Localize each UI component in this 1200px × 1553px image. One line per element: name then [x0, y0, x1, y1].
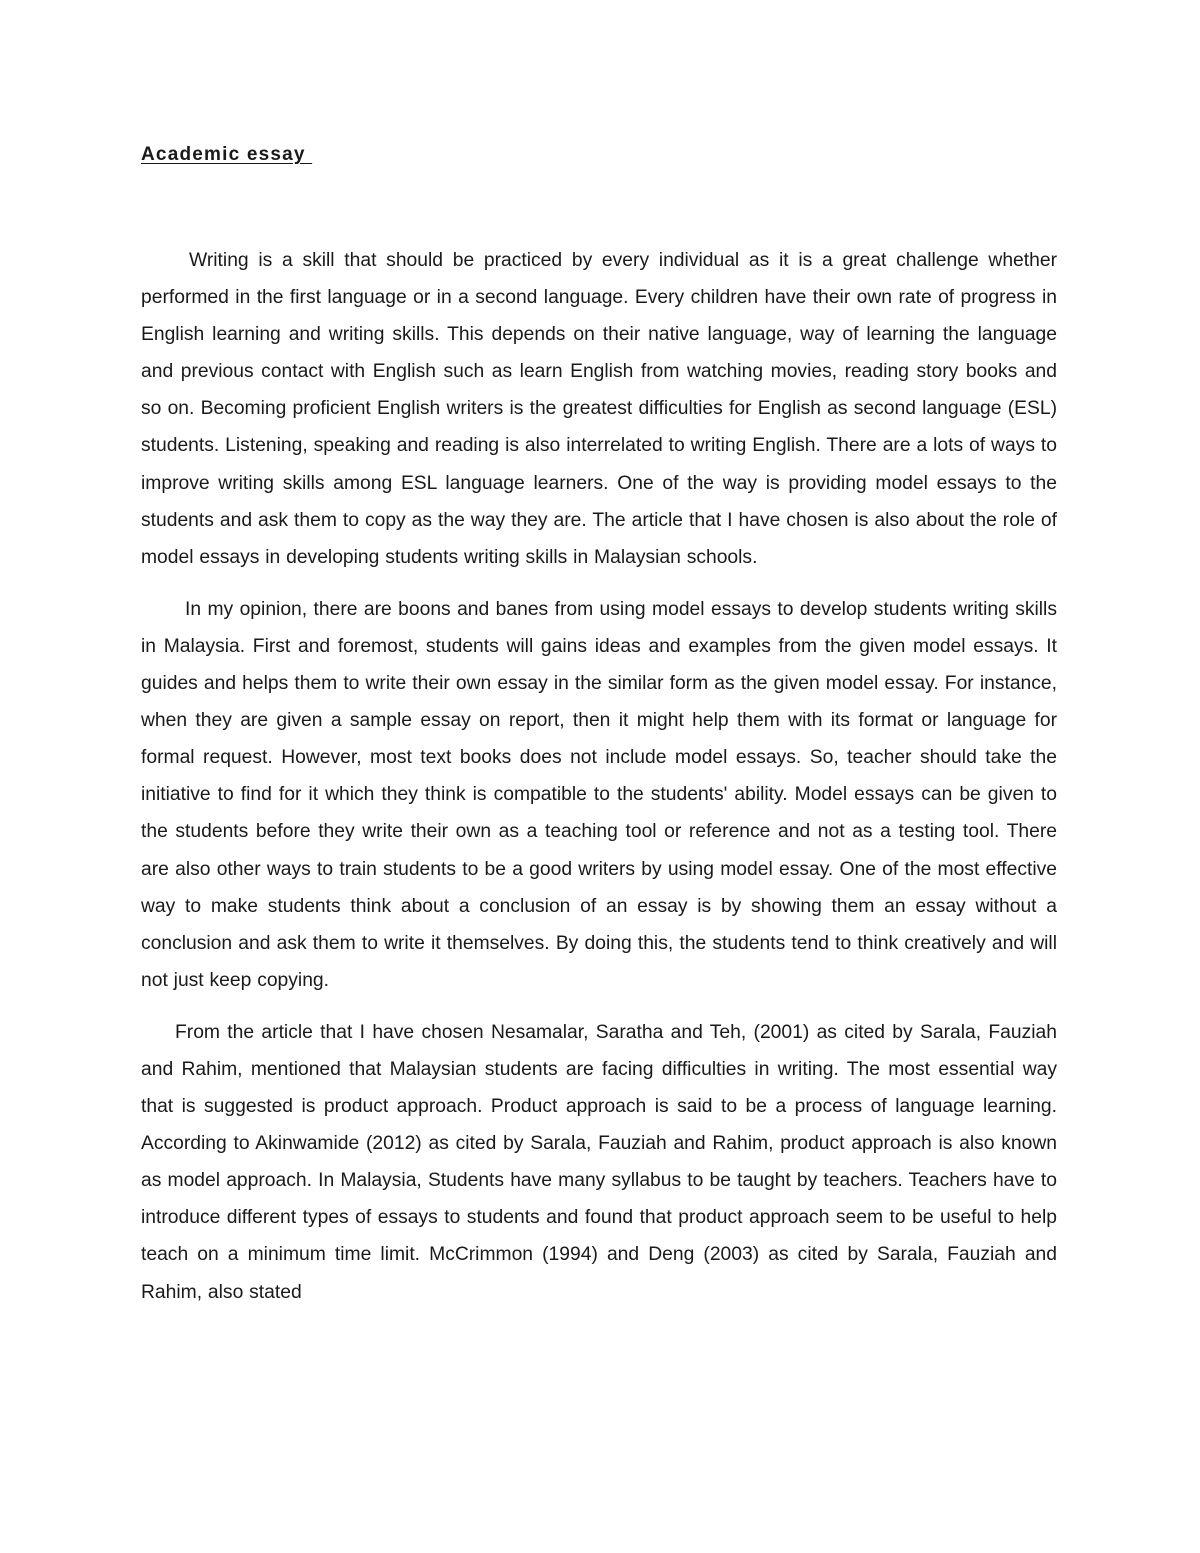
document-body [141, 242, 1057, 1326]
paragraph-3: From the article that I have chosen Nesamalar, Saratha and Teh, (2001) as cited by Sarala, Fauziah and Rahim, mentioned that Malaysian students are facing difficulties in writing. The most essential way that is suggested is product approach. Product approach is said to be a process of language learning. According to Akinwamide (2012) as cited by Sarala, Fauziah and Rahim, product approach is also known as model approach. In Malaysia, Students have many syllabus to be taught by teachers. Teachers have to introduce different types of essays to students and found that product approach seem to be useful to help teach on a minimum time limit. McCrimmon (1994) and Deng (2003) as cited by Sarala, Fauziah and Rahim, also stated [141, 1021, 1057, 1303]
paragraph-1: Writing is a skill that should be practiced by every individual as it is a great challenge whether performed in the first language or in a second language. Every children have their own rate of progress in English learning and writing skills. This depends on their native language, way of learning the language and previous contact with English such as learn English from watching movies, reading story books and so on. Becoming proficient English writers is the greatest difficulties for English as second language (ESL) students. Listening, speaking and reading is also interrelated to writing English. There are a lots of ways to improve writing skills among ESL language learners. One of the way is providing model essays to the students and ask them to copy as the way they are. The article that I have chosen is also about the role of model essays in developing students writing skills in Malaysian schools. [141, 250, 1057, 568]
paragraph-2: In my opinion, there are boons and banes from using model essays to develop students writing skills in Malaysia. First and foremost, students will gains ideas and examples from the given model essays. It guides and helps them to write their own essay in the similar form as the given model essay. For instance, when they are given a sample essay on report, then it might help them with its format or language for formal request. However, most text books does not include model essays. So, teacher should take the initiative to find for it which they think is compatible to the students' ability. Model essays can be given to the students before they write their own as a teaching tool or reference and not as a testing tool. There are also other ways to train students to be a good writers by using model essay. One of the most effective way to make students think about a conclusion of an essay is by showing them an essay without a conclusion and ask them to write it themselves. By doing this, the students tend to think creatively and will not just keep copying. [141, 598, 1057, 991]
document-title: Academic essay [141, 144, 313, 165]
